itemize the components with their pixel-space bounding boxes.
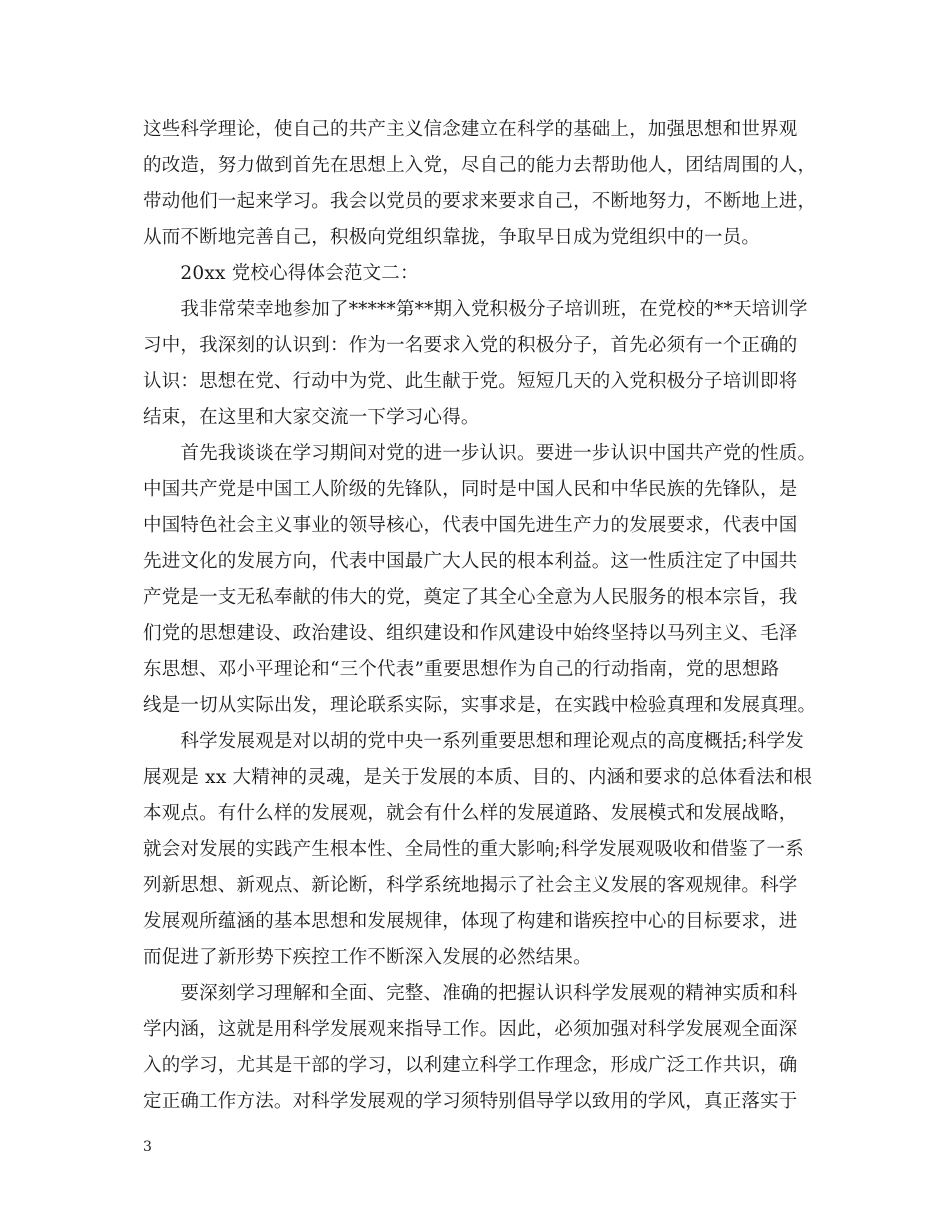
text-line: 列新思想、新观点、新论断，科学系统地揭示了社会主义发展的客观规律。科学 [143, 875, 798, 896]
body-text [143, 112, 823, 1120]
text-line: 入的学习，尤其是干部的学习，以利建立科学工作理念，形成广泛工作共识，确 [143, 1055, 798, 1076]
text-line: 先进文化的发展方向，代表中国最广大人民的根本利益。这一性质注定了中国共 [143, 551, 798, 572]
text-line: 习中，我深刻的认识到：作为一名要求入党的积极分子，首先必须有一个正确的 [143, 335, 798, 356]
text-line: 中国共产党是中国工人阶级的先锋队，同时是中国人民和中华民族的先锋队，是 [143, 479, 798, 500]
text-line: 而促进了新形势下疾控工作不断深入发展的必然结果。 [143, 947, 592, 968]
text-line: 带动他们一起来学习。我会以党员的要求来要求自己，不断地努力，不断地上进， [143, 191, 817, 212]
text-line: 认识：思想在党、行动中为党、此生献于党。短短几天的入党积极分子培训即将 [143, 371, 798, 392]
text-line: 科学发展观是对以胡的党中央一系列重要思想和理论观点的高度概括;科学发 [143, 731, 804, 752]
text-line: 定正确工作方法。对科学发展观的学习须特别倡导学以致用的学风，真正落实于 [143, 1091, 798, 1112]
text-line: 的改造，努力做到首先在思想上入党，尽自己的能力去帮助他人，团结周围的人， [143, 155, 817, 176]
text-line: 首先我谈谈在学习期间对党的进一步认识。要进一步认识中国共产党的性质。 [143, 443, 817, 464]
text-line: 们党的思想建设、政治建设、组织建设和作风建设中始终坚持以马列主义、毛泽 [143, 623, 798, 644]
text-line: 就会对发展的实践产生根本性、全局性的重大影响;科学发展观吸收和借鉴了一系 [143, 839, 804, 860]
text-line: 本观点。有什么样的发展观，就会有什么样的发展道路、发展模式和发展战略， [143, 803, 798, 824]
text-line: 这些科学理论，使自己的共产主义信念建立在科学的基础上，加强思想和世界观 [143, 119, 798, 140]
text-line: 我非常荣幸地参加了*****第**期入党积极分子培训班，在党校的**天培训学 [143, 299, 808, 320]
section-heading: 20xx 党校心得体会范文二： [143, 263, 419, 284]
text-line: 发展观所蕴涵的基本思想和发展规律，体现了构建和谐疾控中心的目标要求，进 [143, 911, 798, 932]
text-line: 展观是 xx 大精神的灵魂，是关于发展的本质、目的、内涵和要求的总体看法和根 [143, 767, 813, 788]
page-number: 3 [143, 1139, 152, 1155]
text-line: 要深刻学习理解和全面、完整、准确的把握认识科学发展观的精神实质和科 [143, 983, 798, 1004]
text-line: 结束，在这里和大家交流一下学习心得。 [143, 407, 480, 428]
text-line: 产党是一支无私奉献的伟大的党，奠定了其全心全意为人民服务的根本宗旨，我 [143, 587, 798, 608]
text-line: 学内涵，这就是用科学发展观来指导工作。因此，必须加强对科学发展观全面深 [143, 1019, 798, 1040]
text-line: 东思想、邓小平理论和“三个代表”重要思想作为自己的行动指南，党的思想路 [143, 659, 780, 680]
text-line: 线是一切从实际出发，理论联系实际，实事求是，在实践中检验真理和发展真理。 [143, 695, 817, 716]
text-line: 中国特色社会主义事业的领导核心，代表中国先进生产力的发展要求，代表中国 [143, 515, 798, 536]
text-line: 从而不断地完善自己，积极向党组织靠拢，争取早日成为党组织中的一员。 [143, 227, 761, 248]
